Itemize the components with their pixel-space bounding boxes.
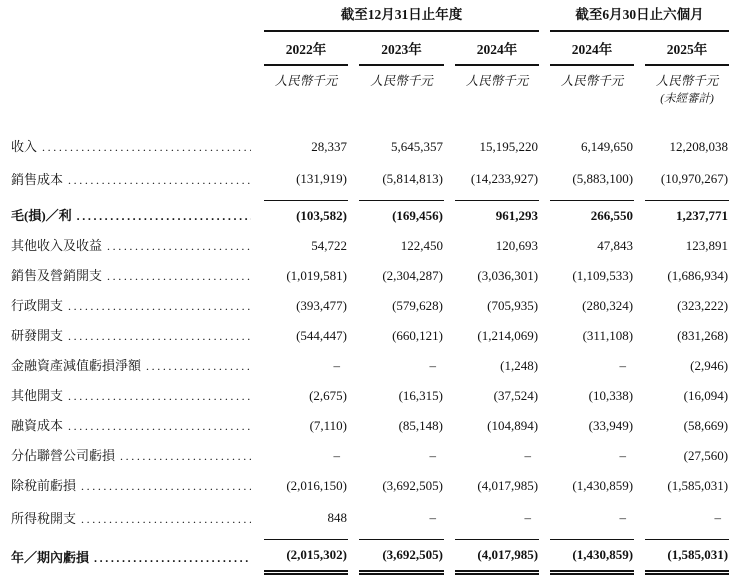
table-row — [11, 540, 729, 575]
cell-value: – — [524, 448, 532, 463]
cell-value: (7,110) — [309, 418, 347, 433]
cell-value: (2,675) — [309, 388, 347, 403]
cell-value: (705,935) — [487, 298, 539, 313]
cell-value: – — [455, 501, 539, 540]
note-row-spacer — [455, 89, 539, 106]
cell-value: – — [550, 501, 634, 540]
row-label-cell — [11, 291, 253, 321]
cell-value: (14,233,927) — [455, 162, 539, 201]
cell-value: (10,338) — [588, 388, 634, 403]
dot-leader — [68, 172, 251, 188]
unit-label: 人民幣千元 — [274, 74, 338, 88]
cell-value: – — [359, 501, 444, 540]
cell-value: (2,304,287) — [382, 268, 443, 283]
cell-value: 5,645,357 — [391, 139, 443, 154]
unit-row-spacer — [11, 66, 253, 89]
cell-value: 120,693 — [495, 238, 539, 253]
row-label: 銷售成本 — [11, 171, 64, 187]
row-label-cell — [11, 132, 253, 162]
cell-value: 123,891 — [685, 238, 729, 253]
table-row — [11, 411, 729, 441]
note-row-spacer — [264, 89, 348, 106]
row-label: 研發開支 — [11, 328, 64, 343]
cell-value: 848 — [264, 501, 348, 540]
note-row-spacer — [359, 89, 444, 106]
cell-value: (58,669) — [683, 418, 729, 433]
cell-value: (16,094) — [683, 388, 729, 403]
cell-value: – — [619, 448, 627, 463]
unit-row — [11, 66, 729, 89]
cell-value: – — [645, 501, 729, 540]
cell-value: (311,108) — [582, 328, 634, 343]
cell-value: 15,195,220 — [479, 139, 539, 154]
row-label: 毛(損)／利 — [11, 208, 72, 223]
row-label: 所得稅開支 — [11, 510, 77, 526]
year-header-2022: 2022年 — [264, 32, 348, 66]
year-header-2024: 2024年 — [455, 32, 539, 66]
cell-value: (579,628) — [392, 298, 443, 313]
income-statement-table — [0, 5, 738, 575]
year-header-2023: 2023年 — [359, 32, 444, 66]
cell-value: 961,293 — [495, 208, 539, 223]
table-row — [11, 261, 729, 291]
cell-value: – — [429, 448, 436, 463]
table-body — [11, 106, 729, 575]
dot-leader — [77, 208, 251, 224]
dot-leader — [42, 139, 251, 155]
cell-value: (103,582) — [296, 208, 347, 223]
cell-value: (1,686,934) — [667, 268, 729, 283]
year-header-2025-interim: 2025年 — [645, 32, 729, 66]
cell-value: (5,814,813) — [359, 162, 444, 201]
cell-value: (393,477) — [296, 298, 347, 313]
cell-value: (323,222) — [677, 298, 729, 313]
note-row-spacer — [550, 89, 634, 106]
table-row — [11, 231, 729, 261]
dot-leader — [68, 328, 251, 344]
row-label: 除稅前虧損 — [11, 478, 77, 493]
header-body-spacer — [11, 106, 729, 132]
dot-leader — [146, 358, 251, 374]
row-label-cell — [11, 441, 253, 471]
header-corner — [11, 32, 253, 66]
row-label-cell — [11, 261, 253, 291]
cell-value: (37,524) — [493, 388, 539, 403]
cell-value: – — [333, 358, 340, 373]
cell-value: 6,149,650 — [581, 139, 634, 154]
cell-value: (131,919) — [264, 162, 348, 201]
cell-value: (1,248) — [500, 358, 539, 373]
cell-value: 54,722 — [311, 238, 347, 253]
cell-value: (660,121) — [392, 328, 443, 343]
cell-value: (4,017,985) — [455, 540, 539, 575]
row-label: 分佔聯營公司虧損 — [11, 448, 116, 463]
cell-value: (1,585,031) — [645, 540, 729, 575]
note-row-spacer — [11, 89, 253, 106]
dot-leader — [81, 511, 251, 527]
dot-leader — [120, 448, 251, 464]
cell-value: (1,214,069) — [477, 328, 539, 343]
cell-value: (3,036,301) — [477, 268, 539, 283]
row-label-cell — [11, 321, 253, 351]
row-label: 其他開支 — [11, 388, 64, 403]
dot-leader — [68, 298, 251, 314]
dot-leader — [81, 478, 251, 494]
cell-value: (85,148) — [398, 418, 443, 433]
row-label: 融資成本 — [11, 418, 64, 433]
cell-value: (3,692,505) — [359, 540, 444, 575]
dot-leader — [68, 388, 251, 404]
cell-value: (104,894) — [487, 418, 539, 433]
table-row — [11, 381, 729, 411]
cell-value: (4,017,985) — [477, 478, 539, 493]
cell-value: 122,450 — [400, 238, 443, 253]
table-row — [11, 162, 729, 201]
cell-value: 47,843 — [597, 238, 634, 253]
cell-value: 12,208,038 — [669, 139, 729, 154]
dot-leader — [68, 418, 251, 434]
row-label: 金融資產減值虧損淨額 — [11, 358, 142, 373]
table-row — [11, 351, 729, 381]
cell-value: (831,268) — [677, 328, 729, 343]
cell-value: (1,430,859) — [572, 478, 634, 493]
unit-label: 人民幣千元 — [560, 74, 624, 88]
row-label-cell — [11, 501, 253, 540]
cell-value: (2,946) — [690, 358, 729, 373]
cell-value: (27,560) — [683, 448, 729, 463]
unit-label: 人民幣千元 — [465, 74, 529, 88]
cell-value: (33,949) — [588, 418, 634, 433]
dot-leader — [94, 550, 251, 566]
row-label: 收入 — [11, 139, 38, 154]
row-label-cell — [11, 381, 253, 411]
cell-value: (544,447) — [296, 328, 347, 343]
row-label-cell — [11, 351, 253, 381]
unaudited-note: (未經審計) — [660, 93, 714, 105]
row-label: 其他收入及收益 — [11, 238, 103, 253]
year-header-2024-interim: 2024年 — [550, 32, 634, 66]
cell-value: (1,019,581) — [286, 268, 347, 283]
row-label: 行政開支 — [11, 298, 64, 313]
dot-leader — [107, 268, 251, 284]
cell-value: (1,109,533) — [572, 268, 634, 283]
unit-label: 人民幣千元 — [370, 74, 433, 88]
table-row — [11, 471, 729, 501]
row-label: 銷售及營銷開支 — [11, 268, 103, 283]
cell-value: (169,456) — [392, 208, 443, 223]
cell-value: 1,237,771 — [676, 208, 729, 223]
note-row — [11, 89, 729, 106]
table-row — [11, 201, 729, 231]
period-group-row — [11, 5, 729, 32]
period-group-interim: 截至6月30日止六個月 — [550, 5, 729, 32]
row-label-cell — [11, 411, 253, 441]
row-label-cell — [11, 471, 253, 501]
unit-label: 人民幣千元 — [655, 74, 719, 88]
cell-value: (2,016,150) — [286, 478, 347, 493]
cell-value: – — [619, 358, 627, 373]
cell-value: (5,883,100) — [550, 162, 634, 201]
table-row — [11, 501, 729, 540]
table-row — [11, 132, 729, 162]
cell-value: (3,692,505) — [382, 478, 443, 493]
cell-value: – — [333, 448, 340, 463]
cell-value: (1,430,859) — [550, 540, 634, 575]
period-group-annual: 截至12月31日止年度 — [264, 5, 539, 32]
row-label-cell — [11, 201, 253, 231]
cell-value: (2,015,302) — [264, 540, 348, 575]
row-label-cell — [11, 231, 253, 261]
cell-value: 28,337 — [311, 139, 347, 154]
cell-value: (280,324) — [582, 298, 634, 313]
row-label-cell — [11, 540, 253, 575]
cell-value: (10,970,267) — [645, 162, 729, 201]
cell-value: 266,550 — [590, 208, 634, 223]
row-label: 年／期內虧損 — [11, 549, 90, 565]
header-corner — [11, 5, 253, 32]
row-label-cell — [11, 162, 253, 201]
dot-leader — [107, 238, 251, 254]
year-row — [11, 32, 729, 66]
cell-value: (16,315) — [398, 388, 443, 403]
cell-value: (1,585,031) — [667, 478, 729, 493]
table-row — [11, 441, 729, 471]
table-row — [11, 321, 729, 351]
table-row — [11, 291, 729, 321]
cell-value: – — [429, 358, 436, 373]
